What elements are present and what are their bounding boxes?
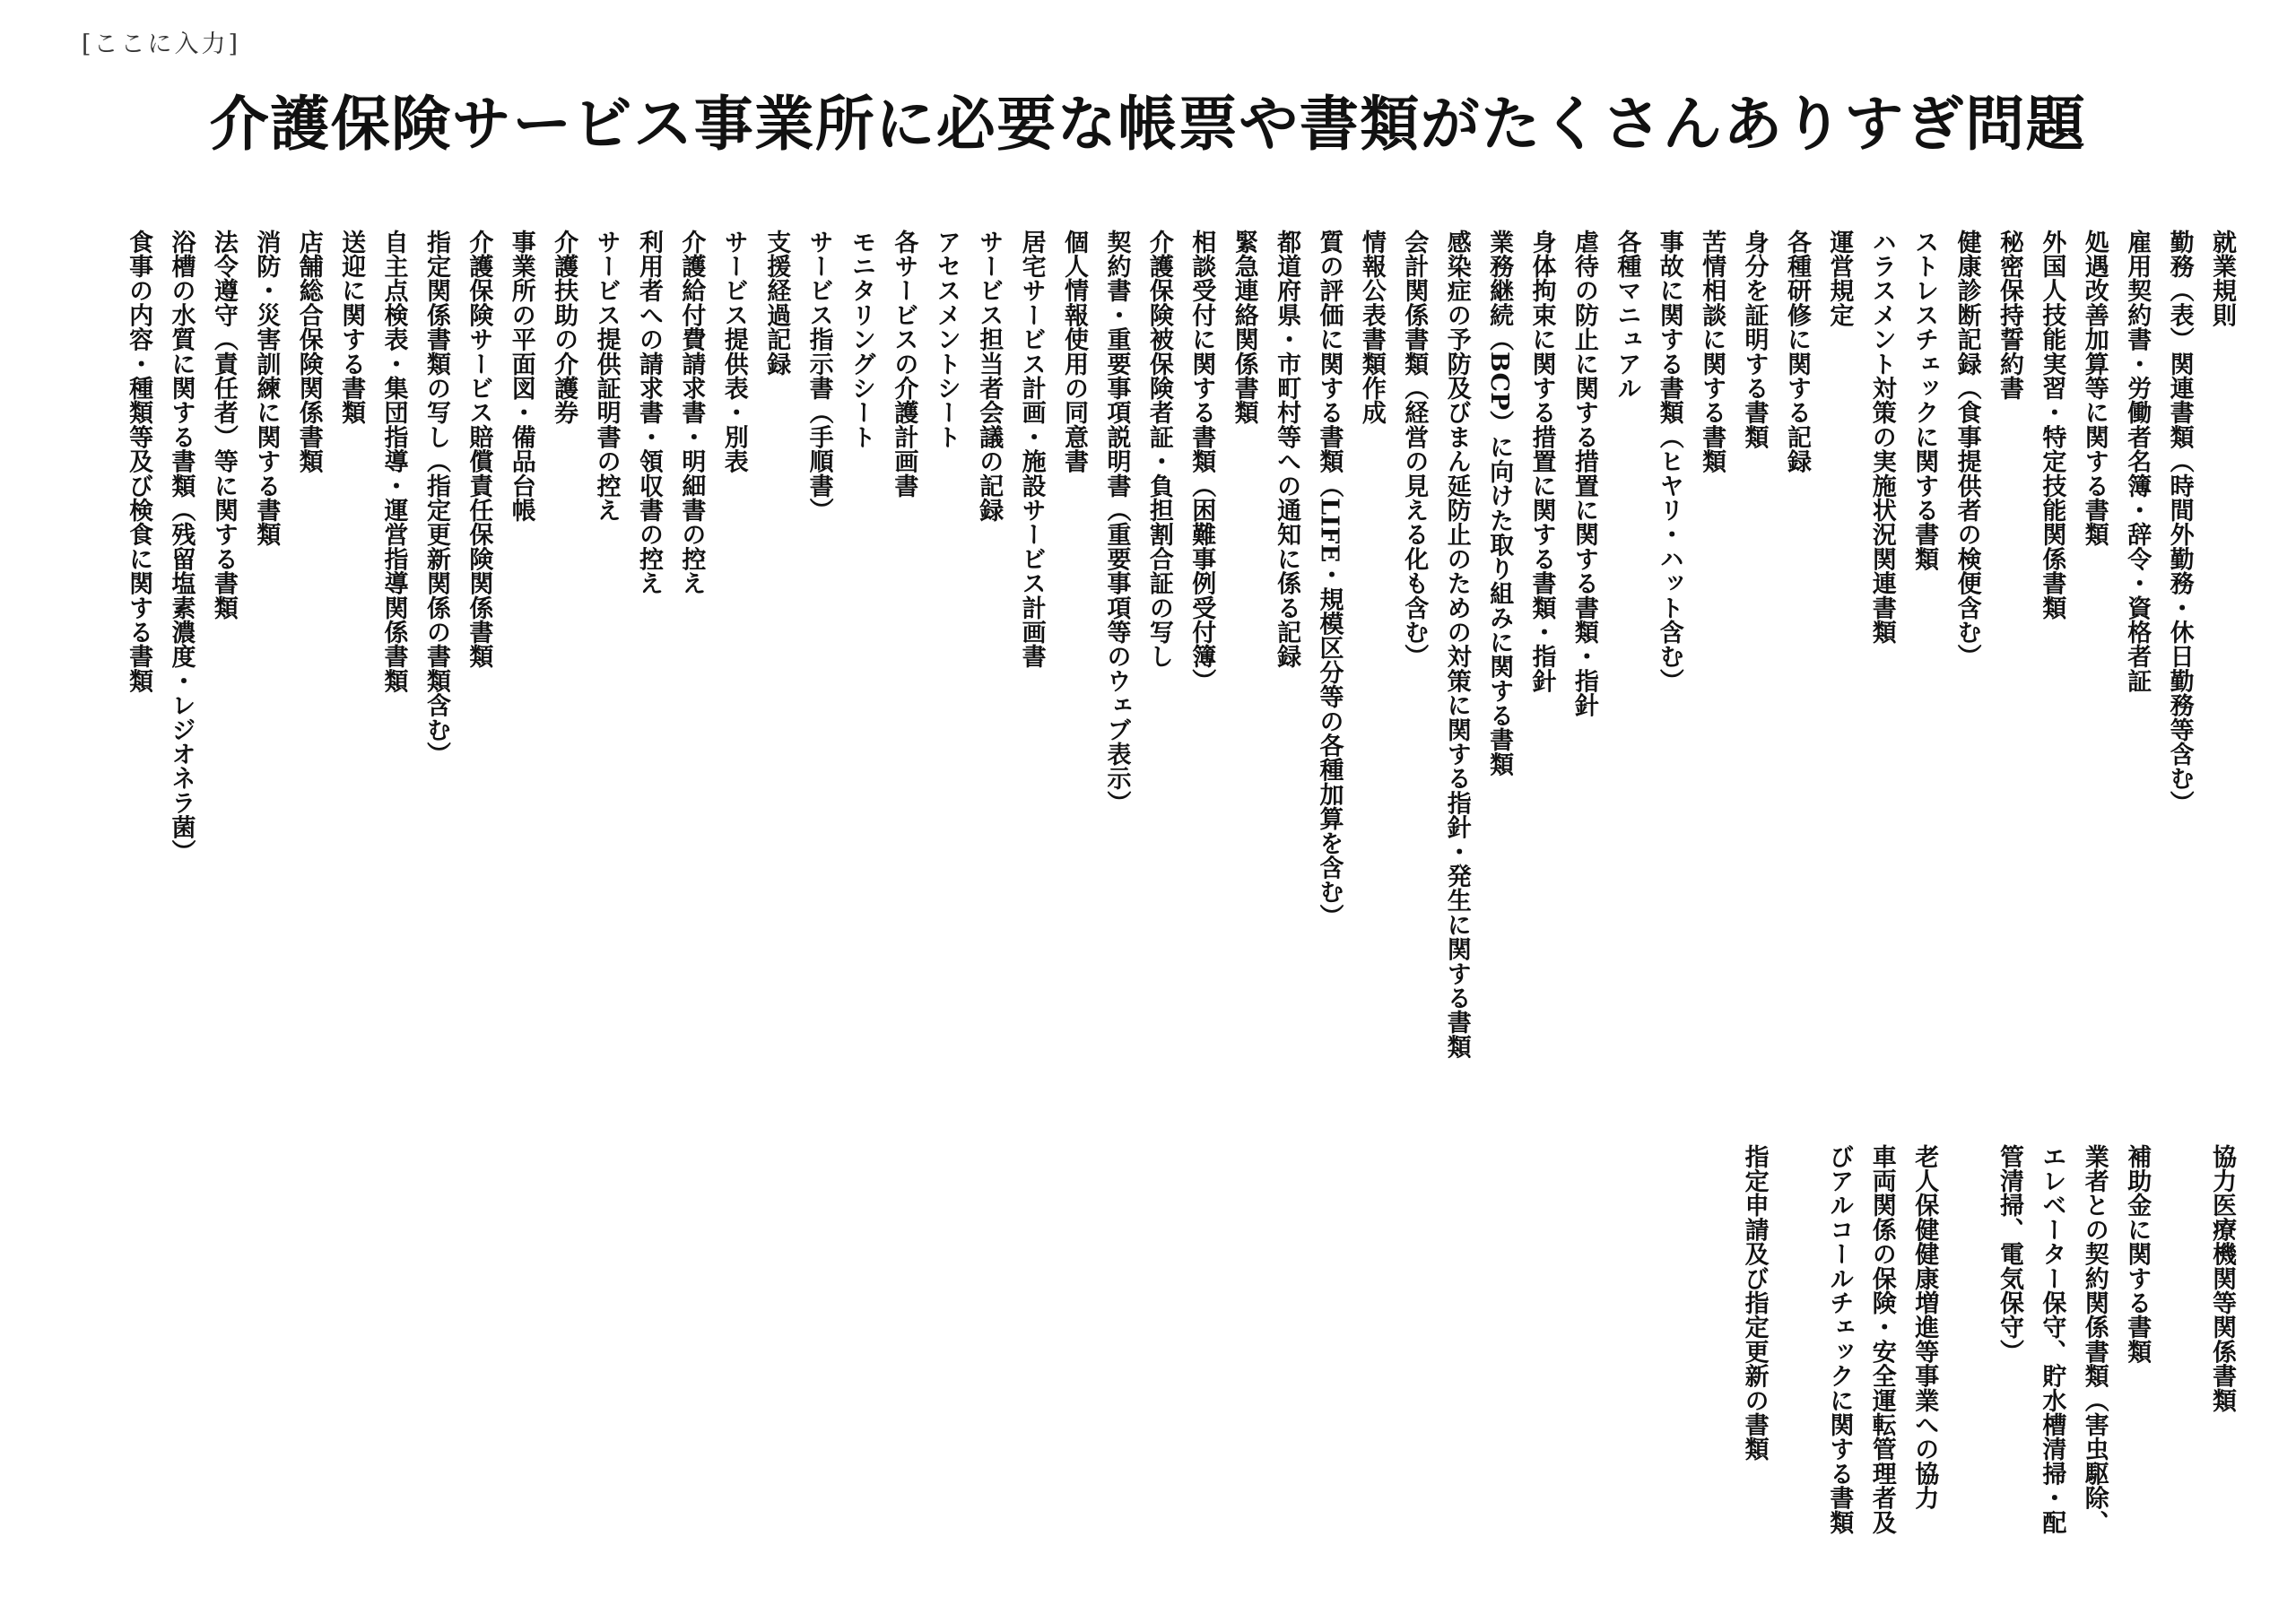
document-list-item: サービス指示書（手順書） [804, 230, 833, 523]
document-list-item: 処遇改善加算等に関する書類 [2080, 230, 2109, 547]
document-list-item: モニタリングシート [848, 230, 875, 449]
document-list-item: 食事の内容・種類等及び検食に関する書類 [125, 230, 153, 693]
document-list-item-line: 協力医療機関等関係書類 [2208, 1144, 2236, 1413]
document-list-item: 身分を証明する書類 [1740, 230, 1769, 449]
document-list-item: 店舗総合保険関係書類 [294, 230, 323, 473]
document-list-item: 各種マニュアル [1613, 230, 1641, 401]
document-list-item: 健康診断記録（食事提供者の検便含む） [1952, 230, 1981, 669]
header-placeholder: [ここに入力] [82, 30, 241, 58]
document-list-item: 消防・災害訓練に関する書類 [252, 230, 281, 547]
document-list-item-line: 補助金に関する書類 [2123, 1144, 2152, 1364]
document-list-item: サービス提供表・別表 [719, 230, 748, 473]
document-list-item: 情報公表書類作成 [1357, 230, 1386, 425]
document-list-item: 介護保険被保険者証・負担割合証の写し [1144, 230, 1173, 669]
document-list-item: 介護保険サービス賠償責任保険関係書類 [465, 230, 493, 669]
document-list-item: 会計関係書類（経営の見える化も含む） [1400, 230, 1429, 669]
document-list-item: 勤務（表）関連書類（時間外勤務・休日勤務等含む） [2165, 230, 2194, 815]
document-list-item [1733, 1144, 1775, 1566]
document-list-item: アセスメントシート [932, 230, 961, 449]
document-list-item: 雇用契約書・労働者名簿・辞令・資格者証 [2123, 230, 2152, 693]
document-list-item: ハラスメント対策の実施状況関連書類 [1867, 230, 1896, 645]
document-list-item: 浴槽の水質に関する書類（残留塩素濃度・レジオネラ菌） [167, 230, 196, 864]
document-list-item: 利用者への請求書・領収書の控え [634, 230, 663, 595]
document-list-item-line: びアルコールチェックに関する書類 [1825, 1144, 1854, 1535]
document-list-item: 介護扶助の介護券 [550, 230, 578, 425]
document-list-item-line: 業者との契約関係書類（害虫駆除、 [2080, 1144, 2109, 1535]
document-list-item: 各種研修に関する記録 [1782, 230, 1811, 473]
document-list-item [1818, 1144, 1903, 1566]
document-list-item: 質の評価に関する書類（LIFE・規模区分等の各種加算を含む） [1315, 230, 1344, 929]
document-list-item: 居宅サービス計画・施設サービス計画書 [1017, 230, 1046, 669]
document-list-item: 就業規則 [2208, 230, 2236, 327]
document-list-item: 事業所の平面図・備品台帳 [507, 230, 535, 523]
document-list-item: ストレスチェックに関する書類 [1910, 230, 1939, 571]
document-list-item [1903, 1144, 1945, 1566]
document-list-item [1988, 1144, 2116, 1566]
document-list-item: 法令遵守（責任者）等に関する書類 [209, 230, 238, 621]
document-list-item: 都道府県・市町村等への通知に係る記録 [1273, 230, 1301, 669]
document-list-item: 送迎に関する書類 [337, 230, 366, 425]
document-list-item-line: 老人保健健康増進等事業への協力 [1910, 1144, 1939, 1510]
document-list-item: 各サービスの介護計画書 [890, 230, 918, 499]
document-list-item: 運営規定 [1825, 230, 1854, 327]
document-list-item-line: 管清掃、電気保守） [1995, 1144, 2023, 1364]
document-list-item: 自主点検表・集団指導・運営指導関係書類 [379, 230, 408, 693]
document-list-item: 秘密保持誓約書 [1995, 230, 2023, 401]
document-list-item: 支援経過記録 [762, 230, 791, 377]
document-list-item: 感染症の予防及びまん延防止のための対策に関する指針・発生に関する書類 [1442, 230, 1471, 1059]
document-list-item [2116, 1144, 2158, 1566]
document-list-item: 相談受付に関する書類（困難事例受付簿） [1187, 230, 1216, 693]
document-list-item: 外国人技能実習・特定技能関係書類 [2038, 230, 2066, 621]
document-list-item: サービス提供証明書の控え [592, 230, 621, 523]
document-list-item: 指定関係書類の写し（指定更新関係の書類含む） [422, 230, 450, 767]
document-list-item: 業務継続（BCP）に向けた取り組みに関する書類 [1485, 230, 1514, 777]
document-list-item: 契約書・重要事項説明書（重要事項等のウェブ表示） [1102, 230, 1131, 815]
document-list-item: サービス担当者会議の記録 [975, 230, 1004, 523]
document-list-item: 事故に関する書類（ヒヤリ・ハット含む） [1655, 230, 1683, 693]
document-list-item: 介護給付費請求書・明細書の控え [677, 230, 706, 595]
page-title: 介護保険サービス事業所に必要な帳票や書類がたくさんありすぎ問題 [209, 89, 2087, 159]
document-list-item-line: 指定申請及び指定更新の書類 [1740, 1144, 1769, 1462]
document-list-item: 緊急連絡関係書類 [1230, 230, 1258, 425]
document-list-item: 虐待の防止に関する措置に関する書類・指針 [1570, 230, 1598, 717]
document-list-item: 苦情相談に関する書類 [1698, 230, 1726, 473]
document-list-item-line: 車両関係の保険・安全運転管理者及 [1867, 1144, 1896, 1535]
document-list-item: 個人情報使用の同意書 [1060, 230, 1089, 473]
document-list-item: 身体拘束に関する措置に関する書類・指針 [1527, 230, 1556, 693]
document-list-item-line: エレベーター保守、貯水槽清掃・配 [2038, 1144, 2066, 1535]
document-list [117, 230, 2243, 1090]
document-list-item [2201, 1144, 2243, 1566]
additional-document-list [1733, 1144, 2243, 1566]
